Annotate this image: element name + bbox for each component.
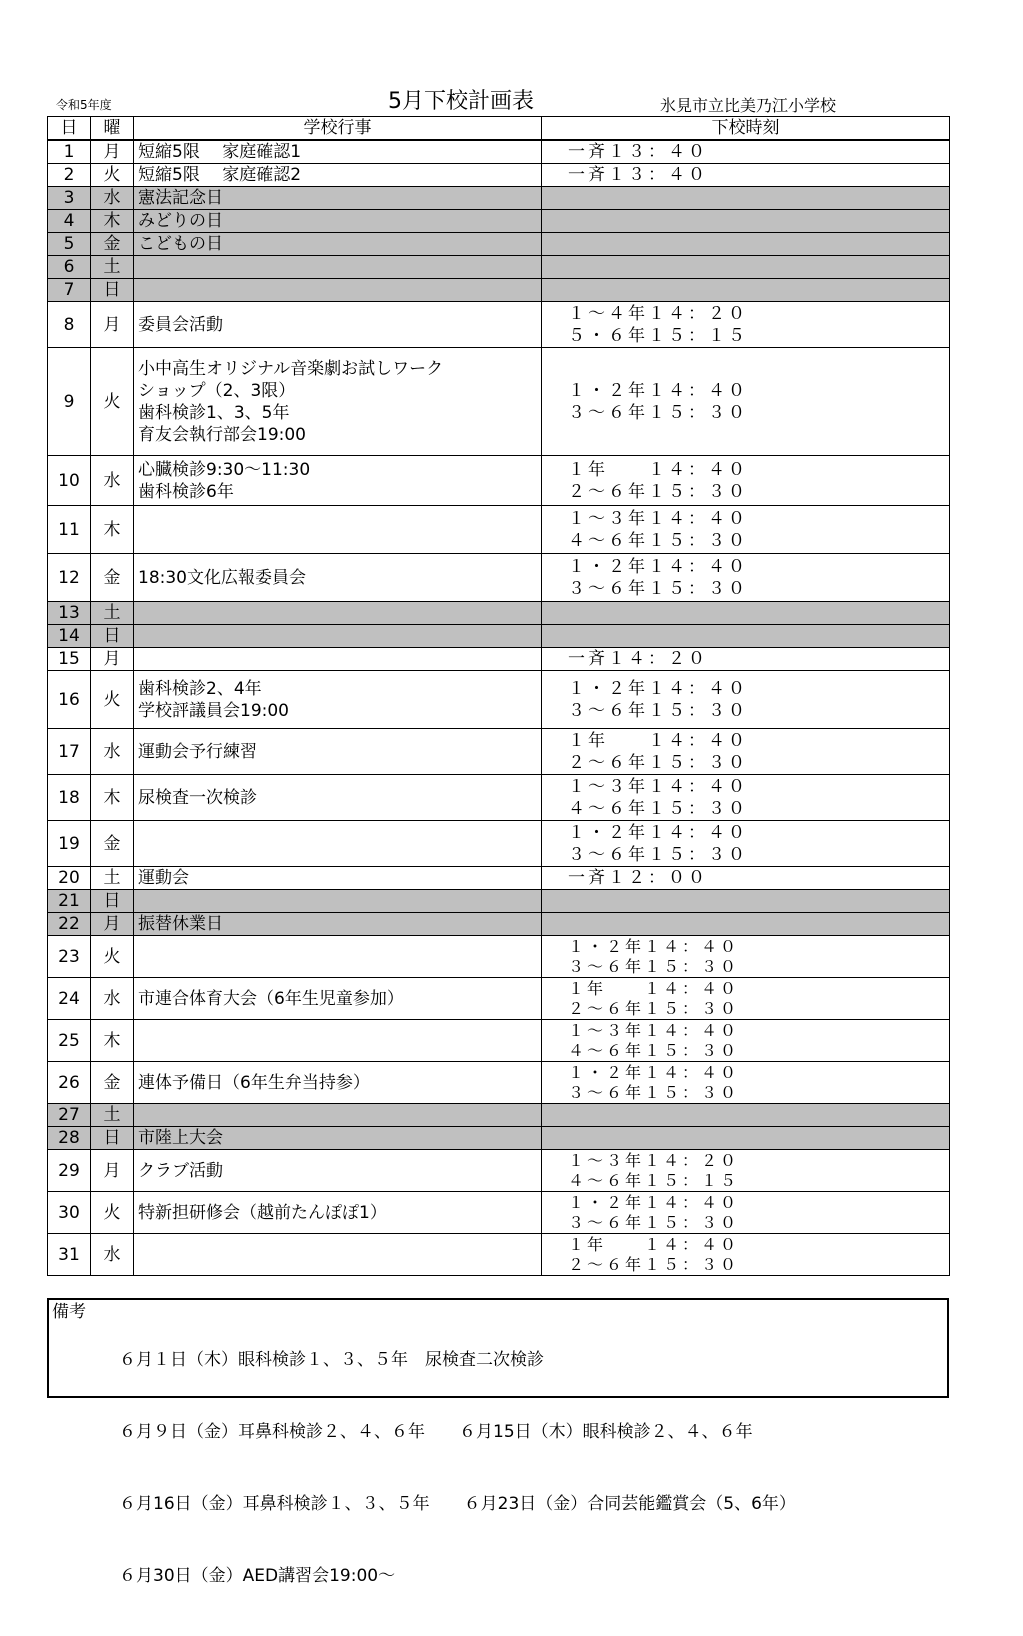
weekday-cell: 火 (91, 1192, 134, 1234)
time-cell (542, 256, 950, 279)
table-row (48, 775, 950, 821)
day-cell: 24 (48, 978, 91, 1020)
event-cell: 運動会 (134, 867, 542, 890)
time-cell (542, 1127, 950, 1150)
day-cell: 12 (48, 554, 91, 602)
table-row (48, 233, 950, 256)
weekday-cell: 水 (91, 1234, 134, 1276)
table-row (48, 729, 950, 775)
weekday-cell: 月 (91, 302, 134, 348)
page-title: 5月下校計画表 (388, 89, 534, 114)
day-cell: 9 (48, 348, 91, 456)
day-cell: 16 (48, 671, 91, 729)
event-cell: クラブ活動 (134, 1150, 542, 1192)
table-row (48, 279, 950, 302)
event-cell: 憲法記念日 (134, 187, 542, 210)
event-cell (134, 279, 542, 302)
weekday-cell: 金 (91, 1062, 134, 1104)
event-cell: 歯科検診2、4年 学校評議員会19:00 (134, 671, 542, 729)
event-cell (134, 821, 542, 867)
time-cell: １・２年１４：４０ ３～６年１５：３０ (542, 1192, 950, 1234)
time-cell (542, 1104, 950, 1127)
event-cell: 心臓検診9:30～11:30 歯科検診6年 (134, 456, 542, 506)
day-cell: 22 (48, 913, 91, 936)
time-cell: 一斉１２：００ (542, 867, 950, 890)
day-cell: 29 (48, 1150, 91, 1192)
time-cell (542, 233, 950, 256)
event-cell: こどもの日 (134, 233, 542, 256)
event-cell (134, 1020, 542, 1062)
day-cell: 17 (48, 729, 91, 775)
col-header-day: 日 (48, 117, 91, 141)
time-cell: １～３年１４：４０ ４～６年１５：３０ (542, 775, 950, 821)
time-cell: １年 １４：４０ ２～６年１５：３０ (542, 978, 950, 1020)
weekday-cell: 金 (91, 821, 134, 867)
school-name: 氷見市立比美乃江小学校 (660, 96, 837, 115)
page-header (48, 84, 948, 116)
day-cell: 14 (48, 625, 91, 648)
day-cell: 5 (48, 233, 91, 256)
event-cell: 委員会活動 (134, 302, 542, 348)
weekday-cell: 火 (91, 164, 134, 187)
remarks-label: 備考 (52, 1302, 86, 1322)
event-cell (134, 506, 542, 554)
table-row (48, 913, 950, 936)
day-cell: 18 (48, 775, 91, 821)
table-row (48, 210, 950, 233)
time-cell: 一斉１３：４０ (542, 164, 950, 187)
col-header-event: 学校行事 (134, 117, 542, 141)
event-cell: 市陸上大会 (134, 1127, 542, 1150)
weekday-cell: 月 (91, 913, 134, 936)
time-cell: １年 １４：４０ ２～６年１５：３０ (542, 1234, 950, 1276)
day-cell: 30 (48, 1192, 91, 1234)
time-cell: １～４年１４：２０ ５・６年１５：１５ (542, 302, 950, 348)
time-cell: １・２年１４：４０ ３～６年１５：３０ (542, 554, 950, 602)
day-cell: 6 (48, 256, 91, 279)
weekday-cell: 日 (91, 625, 134, 648)
event-cell (134, 648, 542, 671)
table-row (48, 506, 950, 554)
day-cell: 28 (48, 1127, 91, 1150)
event-cell: 市連合体育大会（6年生児童参加） (134, 978, 542, 1020)
table-row (48, 302, 950, 348)
event-cell: 連体予備日（6年生弁当持参） (134, 1062, 542, 1104)
table-row (48, 1234, 950, 1276)
remarks-line: ６月９日（金）耳鼻科検診２、４、６年 ６月15日（木）眼科検診２、４、６年 (119, 1422, 753, 1442)
table-row (48, 671, 950, 729)
time-cell: １年 １４：４０ ２～６年１５：３０ (542, 456, 950, 506)
weekday-cell: 水 (91, 978, 134, 1020)
event-cell: 振替休業日 (134, 913, 542, 936)
table-row (48, 348, 950, 456)
weekday-cell: 土 (91, 867, 134, 890)
event-cell: 運動会予行練習 (134, 729, 542, 775)
weekday-cell: 木 (91, 210, 134, 233)
time-cell: 一斉１４：２０ (542, 648, 950, 671)
table-row (48, 187, 950, 210)
day-cell: 2 (48, 164, 91, 187)
event-cell: 小中高生オリジナル音楽劇お試しワーク ショップ（2、3限） 歯科検診1、3、5年 育友会執行部会19:00 (134, 348, 542, 456)
event-cell (134, 890, 542, 913)
weekday-cell: 日 (91, 279, 134, 302)
day-cell: 26 (48, 1062, 91, 1104)
weekday-cell: 土 (91, 1104, 134, 1127)
table-row (48, 821, 950, 867)
day-cell: 23 (48, 936, 91, 978)
weekday-cell: 木 (91, 1020, 134, 1062)
event-cell (134, 625, 542, 648)
weekday-cell: 日 (91, 1127, 134, 1150)
time-cell: １・２年１４：４０ ３～６年１５：３０ (542, 1062, 950, 1104)
weekday-cell: 月 (91, 648, 134, 671)
weekday-cell: 月 (91, 1150, 134, 1192)
day-cell: 8 (48, 302, 91, 348)
time-cell: １～３年１４：２０ ４～６年１５：１５ (542, 1150, 950, 1192)
day-cell: 7 (48, 279, 91, 302)
day-cell: 20 (48, 867, 91, 890)
day-cell: 31 (48, 1234, 91, 1276)
weekday-cell: 月 (91, 140, 134, 164)
table-row (48, 164, 950, 187)
time-cell (542, 625, 950, 648)
event-cell: 18:30文化広報委員会 (134, 554, 542, 602)
day-cell: 4 (48, 210, 91, 233)
time-cell: １・２年１４：４０ ３～６年１５：３０ (542, 821, 950, 867)
table-row (48, 890, 950, 913)
table-row (48, 625, 950, 648)
day-cell: 21 (48, 890, 91, 913)
table-row (48, 602, 950, 625)
weekday-cell: 火 (91, 671, 134, 729)
day-cell: 13 (48, 602, 91, 625)
time-cell: １～３年１４：４０ ４～６年１５：３０ (542, 506, 950, 554)
table-row (48, 1127, 950, 1150)
time-cell: １～３年１４：４０ ４～６年１５：３０ (542, 1020, 950, 1062)
table-row (48, 1192, 950, 1234)
weekday-cell: 木 (91, 506, 134, 554)
event-cell: 短縮5限 家庭確認2 (134, 164, 542, 187)
table-row (48, 978, 950, 1020)
weekday-cell: 火 (91, 936, 134, 978)
remarks-line: ６月１日（木）眼科検診１、３、５年 尿検査二次検診 (119, 1350, 544, 1370)
table-row (48, 1104, 950, 1127)
day-cell: 1 (48, 140, 91, 164)
time-cell (542, 602, 950, 625)
weekday-cell: 水 (91, 729, 134, 775)
remarks-box (47, 1298, 949, 1586)
fiscal-year-label: 令和5年度 (56, 98, 112, 112)
weekday-cell: 土 (91, 602, 134, 625)
day-cell: 25 (48, 1020, 91, 1062)
remarks-lines (119, 1300, 796, 1636)
time-cell: １・２年１４：４０ ３～６年１５：３０ (542, 936, 950, 978)
day-cell: 19 (48, 821, 91, 867)
event-cell (134, 256, 542, 279)
event-cell: 短縮5限 家庭確認1 (134, 140, 542, 164)
event-cell: 尿検査一次検診 (134, 775, 542, 821)
event-cell: みどりの日 (134, 210, 542, 233)
day-cell: 27 (48, 1104, 91, 1127)
weekday-cell: 金 (91, 554, 134, 602)
table-row (48, 1150, 950, 1192)
table-row (48, 867, 950, 890)
weekday-cell: 木 (91, 775, 134, 821)
table-row (48, 1020, 950, 1062)
event-cell (134, 1234, 542, 1276)
dismissal-schedule-table (47, 116, 950, 1276)
event-cell: 特新担研修会（越前たんぽぽ1） (134, 1192, 542, 1234)
time-cell (542, 279, 950, 302)
event-cell (134, 936, 542, 978)
time-cell: １・２年１４：４０ ３～６年１５：３０ (542, 348, 950, 456)
day-cell: 3 (48, 187, 91, 210)
col-header-weekday: 曜 (91, 117, 134, 141)
table-row (48, 648, 950, 671)
event-cell (134, 602, 542, 625)
remarks-line: ６月30日（金）AED講習会19:00～ (119, 1566, 396, 1586)
time-cell (542, 210, 950, 233)
day-cell: 11 (48, 506, 91, 554)
day-cell: 15 (48, 648, 91, 671)
time-cell (542, 187, 950, 210)
table-row (48, 554, 950, 602)
remarks-line: ６月16日（金）耳鼻科検診１、３、５年 ６月23日（金）合同芸能鑑賞会（5、6年） (119, 1494, 796, 1514)
table-header-row (48, 117, 950, 141)
event-cell (134, 1104, 542, 1127)
time-cell: １・２年１４：４０ ３～６年１５：３０ (542, 671, 950, 729)
table-row (48, 140, 950, 164)
table-row (48, 1062, 950, 1104)
time-cell (542, 913, 950, 936)
day-cell: 10 (48, 456, 91, 506)
weekday-cell: 火 (91, 348, 134, 456)
time-cell (542, 890, 950, 913)
table-row (48, 256, 950, 279)
weekday-cell: 水 (91, 187, 134, 210)
time-cell: 一斉１３：４０ (542, 140, 950, 164)
weekday-cell: 日 (91, 890, 134, 913)
weekday-cell: 金 (91, 233, 134, 256)
weekday-cell: 土 (91, 256, 134, 279)
col-header-time: 下校時刻 (542, 117, 950, 141)
table-row (48, 456, 950, 506)
time-cell: １年 １４：４０ ２～６年１５：３０ (542, 729, 950, 775)
table-row (48, 936, 950, 978)
weekday-cell: 水 (91, 456, 134, 506)
